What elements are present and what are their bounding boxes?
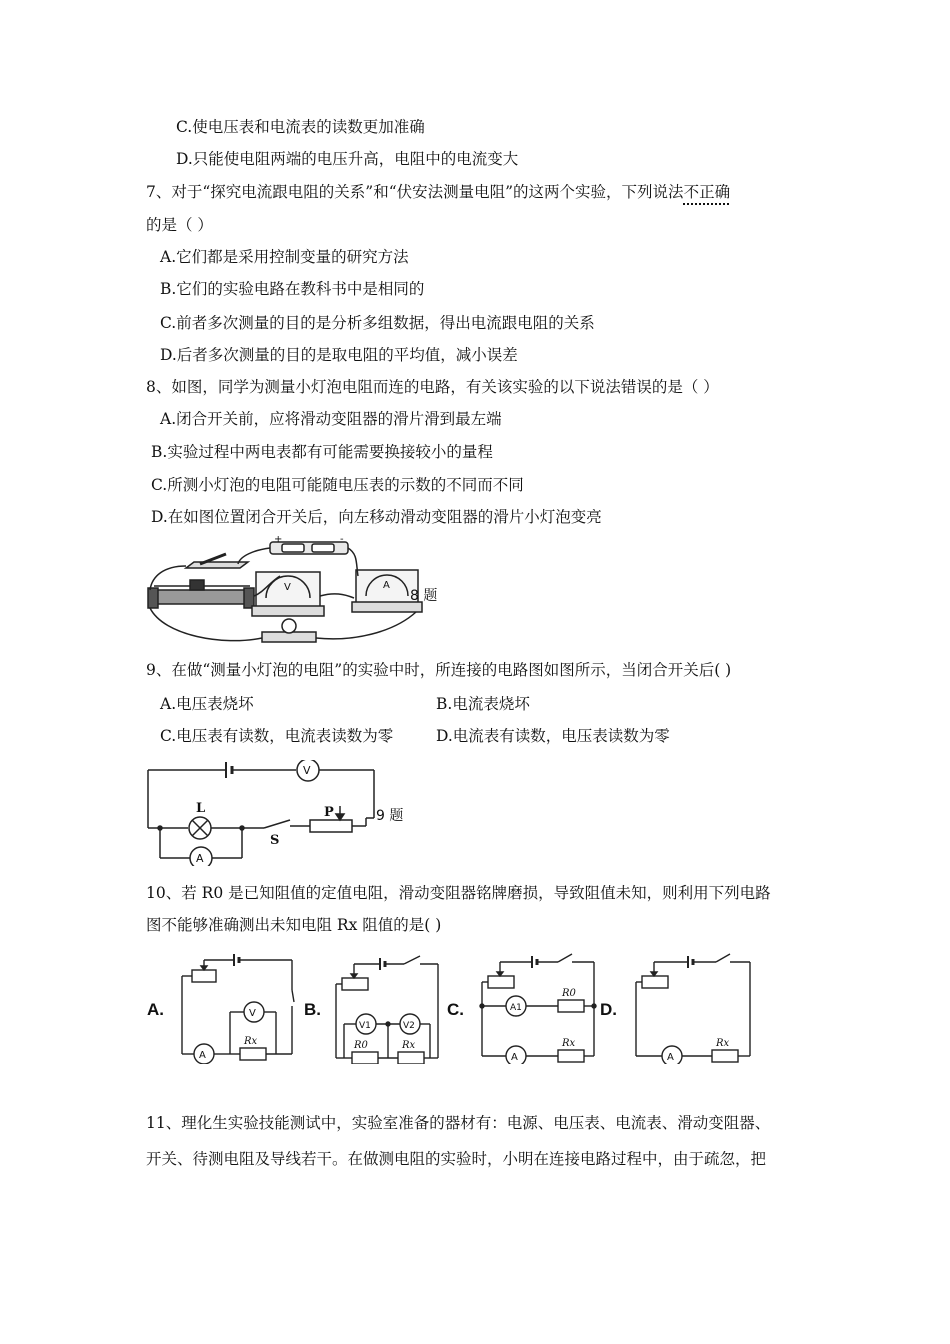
q10d-rx-label: Rx	[716, 1038, 730, 1049]
q7-option-a: A.它们都是采用控制变量的研究方法	[160, 248, 409, 266]
q9-stem: 9、在做“测量小灯泡的电阻”的实验中时，所连接的电路图如图所示，当闭合开关后( )	[146, 661, 732, 679]
q10-stem-line1: 10、若 R0 是已知阻值的定值电阻，滑动变阻器铭牌磨损，导致阻值未知，则利用下列电路	[146, 884, 771, 902]
q10a-rx-label: Rx	[244, 1036, 258, 1047]
q10b-v2-label: V2	[403, 1021, 415, 1031]
q8-option-c: C.所测小灯泡的电阻可能随电压表的示数的不同而不同	[151, 476, 524, 494]
q10-stem-line2: 图不能够准确测出未知电阻 Rx 阻值的是( )	[146, 916, 442, 934]
bulb-icon	[282, 619, 296, 633]
q10c-r0-label: R0	[562, 988, 576, 999]
q10c-resistor-rx	[558, 1050, 584, 1062]
q9-option-a: A.电压表烧坏	[160, 695, 254, 713]
q9-circuit-drawing	[144, 760, 380, 866]
q10c-a1-label: A1	[510, 1003, 522, 1013]
q9-circuit-figure	[144, 760, 380, 866]
q9-voltmeter-label: V	[303, 764, 311, 777]
q7-stem-line1	[146, 181, 730, 203]
rheostat	[154, 590, 250, 604]
q10b-resistor-r0	[352, 1052, 378, 1064]
q10a-resistor-rx	[240, 1048, 266, 1060]
battery-plus-sign: +	[274, 536, 283, 545]
q7-option-d: D.后者多次测量的目的是取电阻的平均值，减小误差	[160, 346, 518, 364]
q8-figure-label: 8 题	[410, 588, 438, 604]
q8-option-a: A.闭合开关前，应将滑动变阻器的滑片滑到最左端	[160, 410, 502, 428]
q10c-rheostat	[488, 976, 514, 988]
q8-option-d: D.在如图位置闭合开关后，向左移动滑动变阻器的滑片小灯泡变亮	[151, 508, 602, 526]
q10-circuit-a-label: A.	[147, 1000, 164, 1019]
q10d-rheostat	[642, 976, 668, 988]
q10-circuit-b-label: B.	[304, 1000, 321, 1019]
q10d-ammeter-label: A	[667, 1052, 674, 1063]
q10b-resistor-rx	[398, 1052, 424, 1064]
q10b-rheostat	[342, 978, 368, 990]
q7-stem-line2: 的是（ ）	[146, 216, 213, 234]
rheostat-symbol	[310, 820, 352, 832]
q7-stem-text: 7、对于“探究电流跟电阻的关系”和“伏安法测量电阻”的这两个实验，下列说法	[146, 183, 684, 201]
q11-line2: 开关、待测电阻及导线若干。在做测电阻的实验时，小明在连接电路过程中，由于疏忽，把	[146, 1150, 767, 1168]
q10b-v1-label: V1	[359, 1021, 371, 1031]
q10-circuit-a-drawing	[180, 952, 302, 1064]
voltmeter-label: V	[284, 582, 291, 593]
q10-circuit-b-drawing	[334, 952, 444, 1064]
q6-option-c: C.使电压表和电流表的读数更加准确	[176, 118, 425, 136]
q8-circuit-figure	[144, 536, 444, 652]
q10-circuit-b	[334, 952, 444, 1064]
q8-circuit-drawing	[144, 536, 444, 652]
q10d-resistor-rx	[712, 1050, 738, 1062]
q11-line1: 11、理化生实验技能测试中，实验室准备的器材有：电源、电压表、电流表、滑动变阻器、	[146, 1114, 771, 1132]
q9-lamp-label: L	[196, 801, 206, 816]
q10a-voltmeter-label: V	[249, 1008, 256, 1019]
q9-option-c: C.电压表有读数，电流表读数为零	[160, 727, 394, 745]
q7-option-c: C.前者多次测量的目的是分析多组数据，得出电流跟电阻的关系	[160, 314, 595, 332]
q10-circuit-d-drawing	[632, 952, 756, 1064]
battery-minus-sign: -	[340, 536, 344, 545]
q9-option-d: D.电流表有读数，电压表读数为零	[436, 727, 670, 745]
q9-ammeter-label: A	[196, 852, 204, 865]
q7-option-b: B.它们的实验电路在教科书中是相同的	[160, 280, 425, 298]
q8-stem: 8、如图，同学为测量小灯泡电阻而连的电路，有关该实验的以下说法错误的是（ ）	[146, 378, 719, 396]
ammeter-label: A	[383, 580, 390, 591]
q10-circuit-d	[632, 952, 756, 1064]
switch-blade	[264, 820, 290, 828]
q10c-resistor-r0	[558, 1000, 584, 1012]
q10-circuit-d-label: D.	[600, 1000, 617, 1019]
q7-stem-emphasis: 不正确	[683, 183, 731, 201]
q10a-ammeter-label: A	[199, 1050, 206, 1061]
q10-circuit-c-label: C.	[447, 1000, 464, 1019]
q10b-r0-label: R0	[354, 1040, 368, 1051]
q10b-rx-label: Rx	[402, 1040, 416, 1051]
q10-circuit-c	[478, 952, 598, 1064]
q10c-a-label: A	[511, 1052, 518, 1063]
q10c-rx-label: Rx	[562, 1038, 576, 1049]
q10-circuit-a	[180, 952, 302, 1064]
q10-circuit-c-drawing	[478, 952, 598, 1064]
q9-figure-label: 9 题	[376, 808, 404, 824]
q9-option-b: B.电流表烧坏	[436, 695, 530, 713]
q6-option-d: D.只能使电阻两端的电压升高，电阻中的电流变大	[176, 150, 519, 168]
q9-switch-label: S	[270, 833, 280, 848]
q8-option-b: B.实验过程中两电表都有可能需要换接较小的量程	[151, 443, 493, 461]
q9-slider-label: P	[324, 805, 334, 820]
q10a-rheostat	[192, 970, 216, 982]
